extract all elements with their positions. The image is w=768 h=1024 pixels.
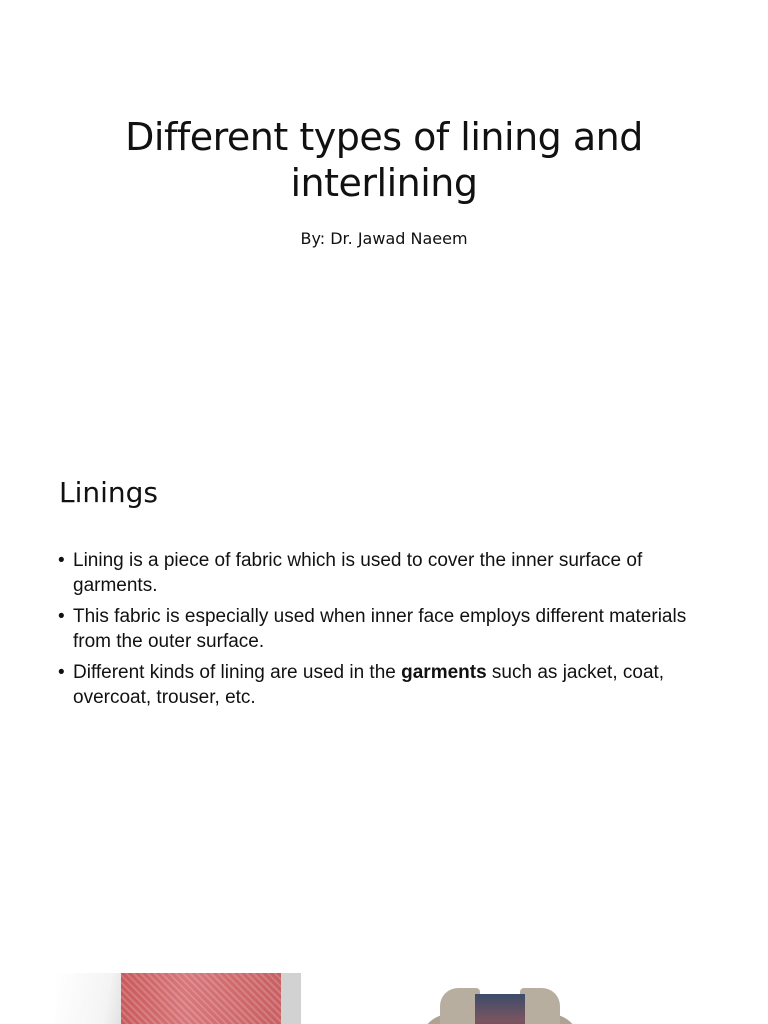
bullet-icon: • (58, 606, 65, 627)
bullet-text-pre: Different kinds of lining are used in the (73, 662, 402, 683)
slide-title: Different types of lining and interlining (125, 115, 643, 205)
bullet-item (56, 660, 716, 710)
bullet-text-post: such as jacket, coat, overcoat, trouser, etc. (73, 662, 665, 708)
bullet-icon: • (58, 662, 65, 683)
bullet-text: Lining is a piece of fabric which is used to cover the inner surface of garments. (73, 550, 643, 596)
lining-fabric-photo (55, 973, 301, 1024)
slide-heading: Linings (59, 476, 159, 509)
bullet-text: This fabric is especially used when inner face employs different materials from the outer surface. (73, 606, 687, 652)
jacket-lining-photo (420, 984, 580, 1024)
bullet-item (56, 604, 716, 654)
bullet-list (56, 548, 716, 716)
author-subtitle: By: Dr. Jawad Naeem (300, 229, 468, 248)
bullet-text-bold: garments (401, 662, 487, 683)
images-slide (0, 864, 768, 1024)
title-slide (0, 0, 768, 432)
bullet-icon: • (58, 550, 65, 571)
bullet-item (56, 548, 716, 598)
linings-slide (0, 432, 768, 864)
